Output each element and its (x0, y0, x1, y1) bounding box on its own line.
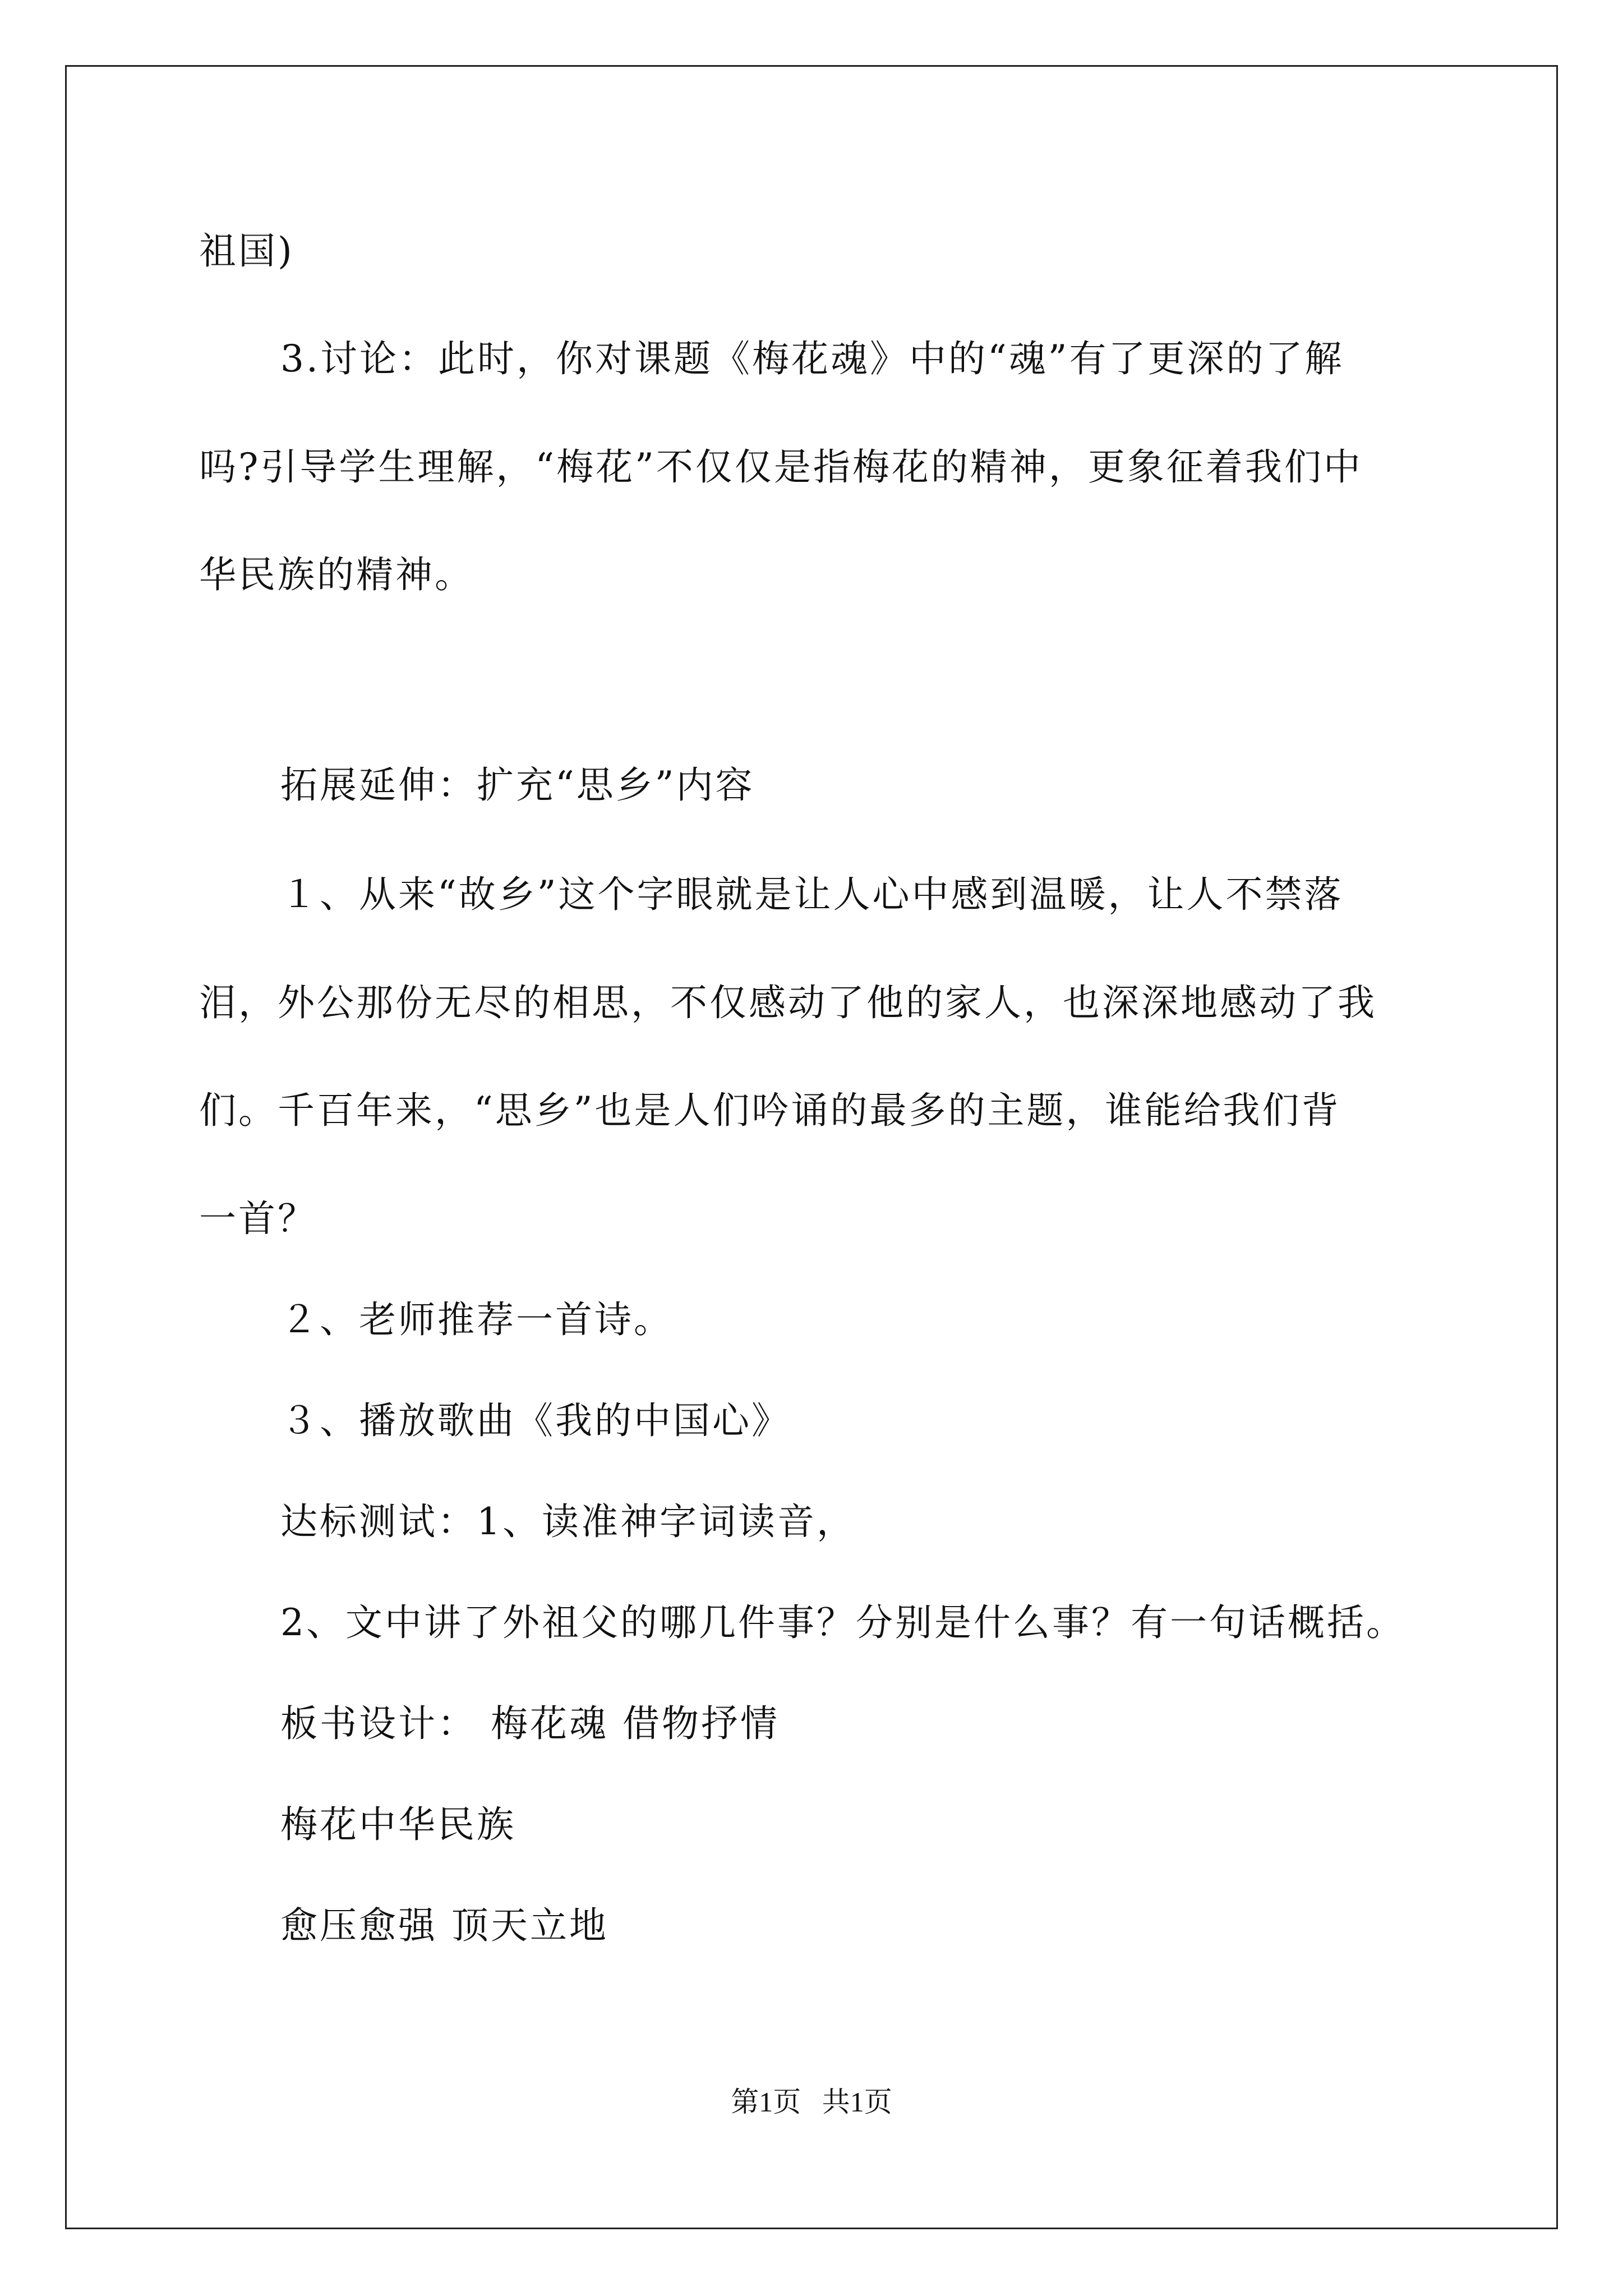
section-heading-extension: 拓展延伸：扩充“思乡”内容 (280, 763, 755, 807)
text-line-4: 华民族的精神。 (199, 553, 474, 596)
text-line-11: ３、播放歌曲《我的中国心》 (280, 1399, 791, 1442)
text-line-13: 2、文中讲了外祖父的哪几件事？分别是什么事？有一句话概括。 (280, 1601, 1405, 1644)
section-heading-board: 板书设计： 梅花魂 借物抒情 (280, 1702, 780, 1745)
text-line-2: 3.讨论：此时，你对课题《梅花魂》中的“魂”有了更深的了解 (280, 337, 1344, 380)
page-footer: 第1页 共1页 (731, 2086, 892, 2118)
text-line-3: 吗?引导学生理解，“梅花”不仅仅是指梅花的精神，更象征着我们中 (199, 445, 1363, 489)
text-line-1: 祖国) (199, 229, 294, 273)
text-line-9: 一首？ (199, 1197, 317, 1240)
text-line-15: 梅花中华民族 (280, 1803, 516, 1846)
text-line-6: １、从来“故乡”这个字眼就是让人心中感到温暖，让人不禁落 (280, 873, 1344, 916)
section-heading-test: 达标测试：1、读准神字词读音， (280, 1500, 856, 1543)
text-line-10: ２、老师推荐一首诗。 (280, 1298, 673, 1341)
text-line-7: 泪，外公那份无尽的相思，不仅感动了他的家人，也深深地感动了我 (199, 981, 1377, 1024)
text-line-8: 们。千百年来，“思乡”也是人们吟诵的最多的主题，谁能给我们背 (199, 1089, 1341, 1132)
text-line-16: 愈压愈强 顶天立地 (280, 1904, 608, 1947)
